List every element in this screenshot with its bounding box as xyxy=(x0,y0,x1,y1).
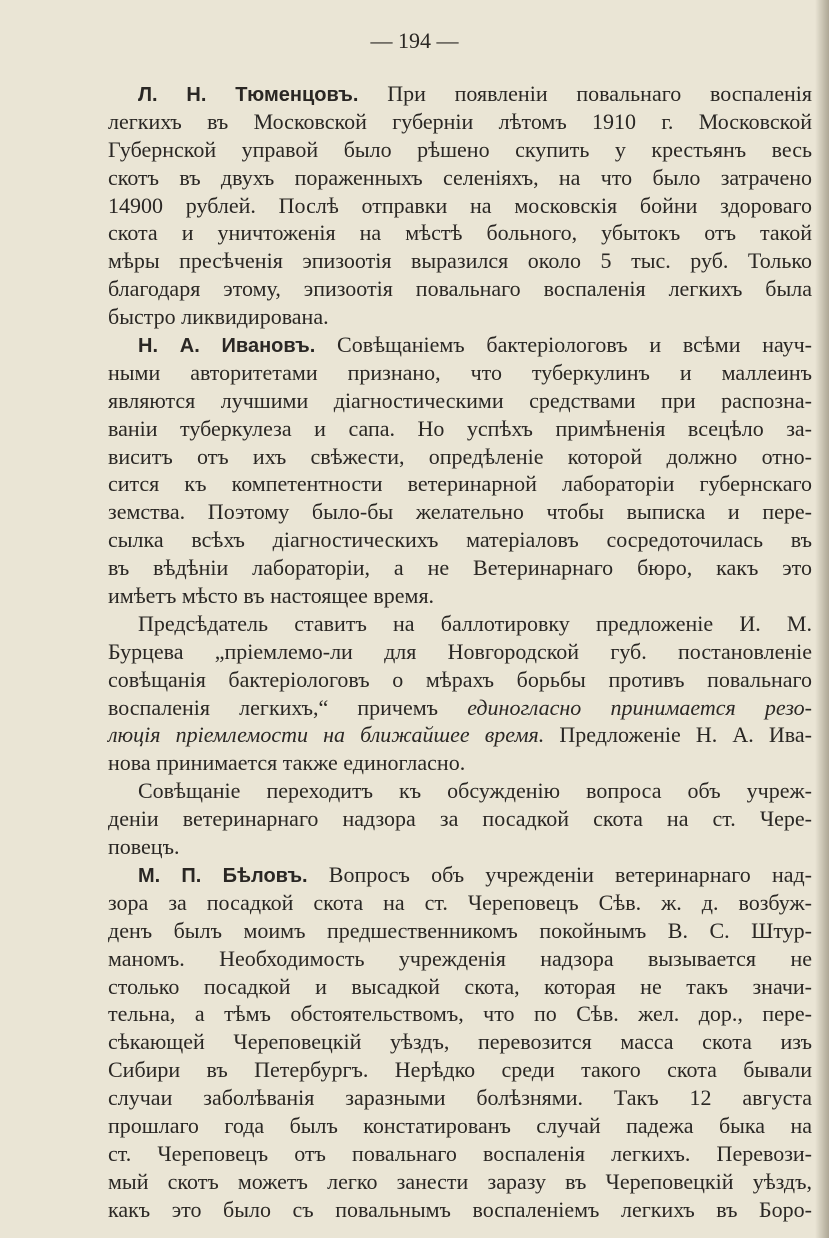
text-segment: Губернской управой было рѣшено скупить у крестьянъ весь xyxy=(108,136,812,162)
text-line xyxy=(108,638,812,666)
text-line xyxy=(108,1028,812,1056)
text-line xyxy=(108,164,812,192)
text-line xyxy=(108,721,812,749)
text-segment: легкихъ въ Московской губерніи лѣтомъ 1910 г. Московской xyxy=(108,108,812,134)
text-segment: Бурцева „пріемлемо-ли для Новгородской губ. постановленіе xyxy=(108,638,812,664)
text-line xyxy=(108,1140,812,1168)
page-number: — 194 — xyxy=(370,28,459,53)
speaker-name: Н. А. Ивановъ. xyxy=(138,335,316,358)
text-segment: земства. Поэтому было-бы желательно чтобы выписка и пере- xyxy=(108,499,812,525)
text-line xyxy=(108,108,812,136)
text-segment: зора за посадкой скота на ст. Череповецъ Сѣв. ж. д. возбуж- xyxy=(108,889,812,915)
text-line xyxy=(108,219,812,247)
text-line xyxy=(108,331,812,359)
text-segment: въ вѣдѣніи лабораторіи, а не Ветеринарнаго бюро, какъ это xyxy=(108,555,812,581)
text-segment: Предсѣдатель ставитъ на баллотировку предложеніе И. М. xyxy=(138,610,812,636)
text-segment: ными авторитетами признано, что туберкулинъ и маллеинъ xyxy=(108,359,812,385)
text-segment: 14900 рублей. Послѣ отправки на московскія бойни здороваго xyxy=(108,192,812,218)
text-segment: сѣкающей Череповецкій уѣздъ, перевозится масса скота изъ xyxy=(108,1029,812,1055)
body-text xyxy=(108,80,812,1224)
text-segment: Сибири въ Петербургъ. Нерѣдко среди такого скота бывали xyxy=(108,1057,812,1083)
text-segment: имѣетъ мѣсто въ настоящее время. xyxy=(108,583,435,609)
text-segment: благодаря этому, эпизоотія повальнаго воспаленія легкихъ была xyxy=(108,276,812,302)
text-segment: случаи заболѣванія заразными болѣзнями. Такъ 12 августа xyxy=(108,1085,812,1111)
text-segment: прошлаго года былъ констатированъ случай падежа быка на xyxy=(108,1112,812,1138)
text-line xyxy=(108,694,812,722)
text-line xyxy=(108,275,812,303)
text-segment: денъ былъ моимъ предшественникомъ покойнымъ В. С. Штур- xyxy=(108,917,812,943)
text-segment: Предложеніе Н. А. Ива- xyxy=(544,722,812,748)
italic-emphasis: единогласно принимается резо- xyxy=(467,694,813,720)
text-line xyxy=(108,443,812,471)
text-segment: скота и уничтоженія на мѣстѣ больного, убытокъ отъ такой xyxy=(108,220,812,246)
text-segment: ваніи туберкулеза и сапа. Но успѣхъ примѣненія всецѣло за- xyxy=(108,415,812,441)
text-segment: ст. Череповецъ отъ повальнаго воспаленія легкихъ. Перевози- xyxy=(108,1140,812,1166)
text-line xyxy=(108,945,812,973)
speaker-name: Л. Н. Тюменцовъ. xyxy=(138,84,359,106)
text-segment: совѣщанія бактеріологовъ о мѣрахъ борьбы противъ повальнаго xyxy=(108,666,812,692)
text-line xyxy=(108,1084,812,1112)
text-line xyxy=(108,192,812,220)
text-segment: Совѣщаніемъ бактеріологовъ и всѣми науч- xyxy=(315,332,813,358)
text-line xyxy=(108,80,812,108)
text-segment: столько посадкой и высадкой скота, которая не такъ значи- xyxy=(108,973,812,999)
text-segment: Вопросъ объ учрежденіи ветеринарнаго над- xyxy=(307,861,813,887)
text-line xyxy=(108,498,812,526)
text-line xyxy=(108,610,812,638)
italic-emphasis: люція пріемлемости на ближайшее время. xyxy=(108,722,545,748)
text-line xyxy=(108,303,812,331)
text-segment: быстро ликвидирована. xyxy=(108,304,329,330)
text-line xyxy=(108,749,812,777)
text-line xyxy=(108,136,812,164)
text-line xyxy=(108,554,812,582)
text-segment: какъ это было съ повальнымъ воспаленіемъ легкихъ въ Боро- xyxy=(108,1196,812,1222)
text-line xyxy=(108,666,812,694)
text-line xyxy=(108,1056,812,1084)
speaker-name: М. П. Бѣловъ. xyxy=(138,864,308,887)
text-line xyxy=(108,470,812,498)
text-line xyxy=(108,973,812,1001)
text-line xyxy=(108,1000,812,1028)
text-segment: Совѣщаніе переходитъ къ обсужденію вопроса объ учреж- xyxy=(138,778,812,804)
text-segment: скотъ въ двухъ пораженныхъ селеніяхъ, на что было затрачено xyxy=(108,164,812,190)
text-line xyxy=(108,777,812,805)
text-line xyxy=(108,359,812,387)
text-segment: сылка всѣхъ діагностическихъ матеріаловъ сосредоточилась въ xyxy=(108,527,812,553)
text-segment: тельна, а тѣмъ обстоятельствомъ, что по Сѣв. жел. дор., пере- xyxy=(108,1001,812,1027)
text-segment: мый скотъ можетъ легко занести заразу въ Череповецкій уѣздъ, xyxy=(108,1168,812,1194)
text-segment: При появленіи повальнаго воспаленія xyxy=(358,81,812,106)
text-line xyxy=(108,526,812,554)
text-line xyxy=(108,805,812,833)
text-segment: сится къ компетентности ветеринарной лабораторіи губернскаго xyxy=(108,471,812,497)
text-line xyxy=(108,833,812,861)
text-line xyxy=(108,861,812,889)
text-segment: повецъ. xyxy=(108,834,180,860)
text-line xyxy=(108,1196,812,1224)
text-segment: маномъ. Необходимость учрежденія надзора вызывается не xyxy=(108,945,812,971)
text-segment: мѣры пресѣченія эпизоотія выразился около 5 тыс. руб. Только xyxy=(108,248,812,274)
text-segment: деніи ветеринарнаго надзора за посадкой скота на ст. Чере- xyxy=(108,806,812,832)
text-line xyxy=(108,889,812,917)
text-line xyxy=(108,917,812,945)
text-segment: нова принимается также единогласно. xyxy=(108,750,466,776)
page-edge-shadow xyxy=(815,0,829,1238)
text-segment: виситъ отъ ихъ свѣжести, опредѣленіе которой должно отно- xyxy=(108,443,812,469)
text-segment: воспаленія легкихъ,“ причемъ xyxy=(108,694,468,720)
text-line xyxy=(108,415,812,443)
text-line xyxy=(108,247,812,275)
text-line xyxy=(108,387,812,415)
text-line xyxy=(108,582,812,610)
text-segment: являются лучшими діагностическими средствами при распозна- xyxy=(108,387,812,413)
text-line xyxy=(108,1168,812,1196)
text-line xyxy=(108,1112,812,1140)
